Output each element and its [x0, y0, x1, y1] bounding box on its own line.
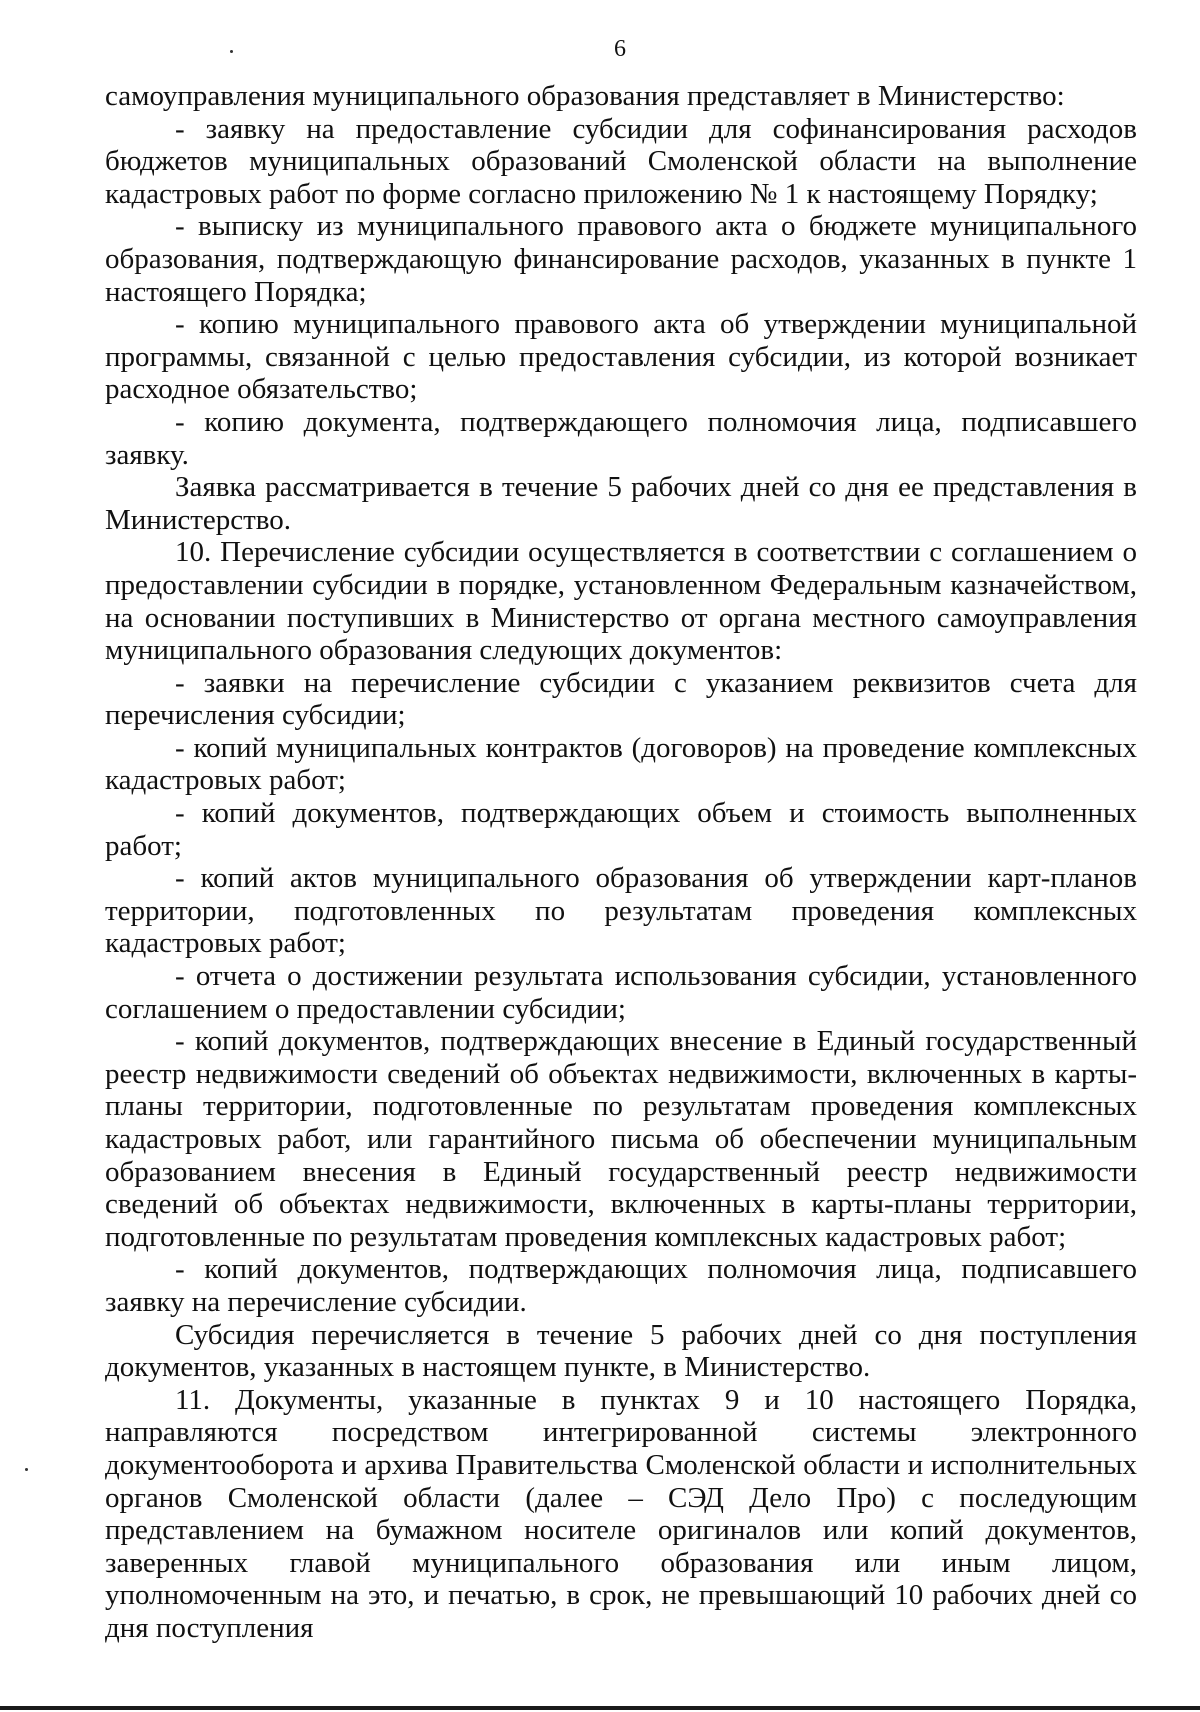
body-text: [105, 80, 1137, 1645]
paragraph: Субсидия перечисляется в течение 5 рабочих дней со дня поступления документов, указанных в настоящем пункте, в Министерство.: [105, 1318, 1137, 1384]
scan-edge-line: [0, 1706, 1200, 1710]
paragraph: - копий документов, подтверждающих полномочия лица, подписавшего заявку на перечисление субсидии.: [105, 1253, 1137, 1318]
paragraph: - копию муниципального правового акта об утверждении муниципальной программы, связанной с целью предоставления субсидии, из которой возникает расходное обязательство;: [105, 308, 1137, 406]
paragraph: - выписку из муниципального правового акта о бюджете муниципального образования, подтверждающую финансирование расходов, указанных в пункте 1 настоящего Порядка;: [105, 210, 1137, 308]
paragraph: самоуправления муниципального образования представляет в Министерство:: [105, 80, 1065, 112]
paragraph: - заявки на перечисление субсидии с указанием реквизитов счета для перечисления субсидии;: [105, 666, 1137, 732]
paragraph: 11. Документы, указанные в пунктах 9 и 10 настоящего Порядка, направляются посредством интегрированной системы электронного документооборота и архива Правительства Смоленской области и исполнительных органов Смоленской области (далее – СЭД Дело Про) с последующим представлением на бумажном носителе оригиналов или копий документов, заверенных главой муниципального образования или иным лицом, уполномоченным на это, и печатью, в срок, не превышающий 10 рабочих дней со дня поступления: [105, 1383, 1137, 1644]
scan-speck: [25, 1468, 28, 1471]
paragraph: - заявку на предоставление субсидии для софинансирования расходов бюджетов муниципальных образований Смоленской области на выполнение кадастровых работ по форме согласно приложению № 1 к настоящему Порядку;: [105, 112, 1137, 210]
paragraph: - копий документов, подтверждающих внесение в Единый государственный реестр недвижимости сведений об объектах недвижимости, включенных в карты-планы территории, подготовленные по результатам проведения комплексных кадастровых работ, или гарантийного письма об обеспечении муниципальным образованием внесения в Единый государственный реестр недвижимости сведений об объектах недвижимости, включенных в карты-планы территории, подготовленные по результатам проведения комплексных кадастровых работ;: [105, 1025, 1137, 1253]
paragraph: - копий документов, подтверждающих объем и стоимость выполненных работ;: [105, 797, 1137, 862]
paragraph: - копий муниципальных контрактов (договоров) на проведение комплексных кадастровых работ;: [105, 731, 1137, 797]
paragraph: - копий актов муниципального образования об утверждении карт-планов территории, подготовленных по результатам проведения комплексных кадастровых работ;: [105, 862, 1137, 960]
paragraph: Заявка рассматривается в течение 5 рабочих дней со дня ее представления в Министерство.: [105, 471, 1137, 536]
paragraph: - отчета о достижении результата использования субсидии, установленного соглашением о предоставлении субсидии;: [105, 960, 1137, 1025]
page-number: 6: [614, 36, 626, 62]
paragraph: 10. Перечисление субсидии осуществляется в соответствии с соглашением о предоставлении субсидии в порядке, установленном Федеральным казначейством, на основании поступивших в Министерство от органа местного самоуправления муниципального образования следующих документов:: [105, 536, 1137, 667]
paragraph: - копию документа, подтверждающего полномочия лица, подписавшего заявку.: [105, 405, 1137, 471]
